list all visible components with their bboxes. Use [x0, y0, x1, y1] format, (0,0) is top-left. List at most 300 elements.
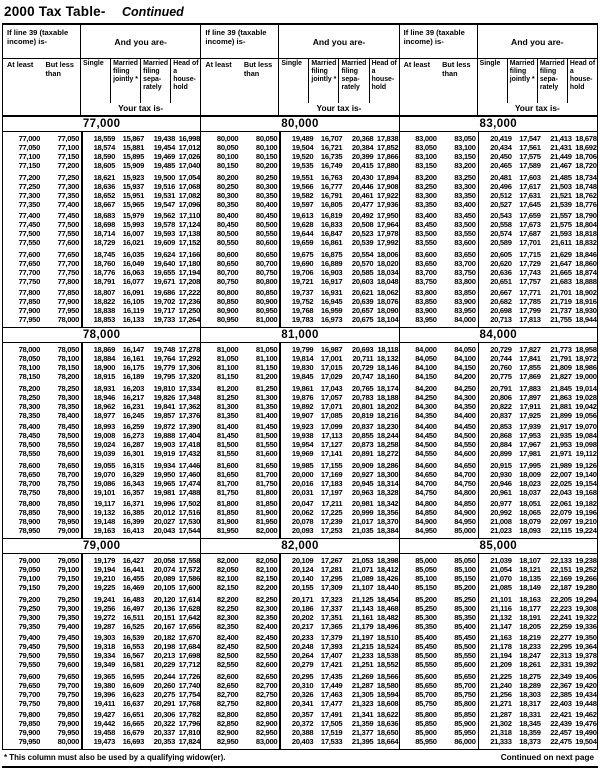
table-row	[400, 411, 597, 420]
tax-single-cell: 20,868	[490, 431, 512, 440]
but-less-cell: 83,400	[454, 199, 476, 209]
column-divider	[478, 343, 480, 538]
at-least-cell: 82,500	[216, 651, 239, 660]
at-least-cell: 80,700	[216, 267, 239, 277]
tax-married-jointly-cell: 17,785	[519, 297, 541, 306]
tax-single-cell: 19,876	[291, 392, 314, 402]
tax-married-separately-cell: 20,855	[351, 431, 374, 440]
tax-head-household-cell: 17,992	[376, 238, 399, 247]
at-least-cell: 81,200	[216, 383, 239, 393]
at-least-cell: 79,600	[18, 671, 40, 681]
at-least-cell: 82,150	[216, 583, 239, 592]
table-row	[400, 681, 597, 690]
tax-single-cell: 19,427	[93, 710, 115, 719]
tax-single-cell: 21,333	[490, 737, 512, 746]
tax-married-jointly-cell: 17,057	[320, 392, 343, 402]
tax-single-cell: 19,179	[93, 556, 115, 565]
tax-married-jointly-cell: 17,673	[519, 220, 541, 229]
table-row	[400, 642, 597, 651]
header-columns-row	[3, 59, 200, 103]
but-less-cell: 85,000	[454, 526, 476, 535]
table-row	[3, 384, 200, 393]
tax-head-household-cell: 19,308	[575, 603, 597, 613]
table-row	[400, 250, 597, 259]
at-least-cell: 77,450	[18, 220, 40, 229]
tax-single-cell: 20,217	[291, 621, 314, 631]
tax-married-jointly-cell: 17,351	[320, 612, 343, 622]
tax-married-separately-cell: 21,161	[351, 612, 374, 622]
table-row	[3, 613, 200, 622]
tax-head-household-cell: 17,376	[178, 410, 200, 420]
status-header-single: Single	[83, 60, 104, 67]
table-row	[201, 565, 398, 574]
but-less-cell: 85,150	[454, 574, 476, 583]
tax-head-household-cell: 17,824	[178, 737, 200, 746]
at-least-cell: 81,400	[216, 422, 239, 431]
at-least-cell: 83,650	[415, 258, 437, 268]
at-least-cell: 77,150	[18, 161, 40, 170]
table-row	[400, 229, 597, 238]
table-row	[201, 660, 398, 669]
but-less-cell: 78,250	[57, 383, 79, 393]
tax-married-separately-cell: 19,531	[153, 190, 175, 200]
but-less-cell: 78,050	[57, 345, 79, 354]
tax-married-jointly-cell: 17,197	[320, 487, 343, 497]
tax-married-jointly-cell: 16,147	[122, 345, 144, 354]
tax-married-separately-cell: 19,547	[153, 199, 175, 209]
table-row	[3, 143, 200, 152]
tax-head-household-cell: 19,378	[575, 651, 597, 660]
at-least-cell: 78,050	[18, 354, 40, 363]
tax-married-separately-cell: 19,857	[153, 410, 175, 420]
tax-married-separately-cell: 20,783	[351, 392, 374, 402]
but-less-cell: 78,750	[57, 478, 79, 488]
but-less-cell: 84,600	[454, 449, 476, 458]
but-less-cell: 78,150	[57, 363, 79, 372]
but-less-cell: 83,200	[454, 161, 476, 170]
tax-married-jointly-cell: 15,979	[122, 211, 144, 220]
tax-single-cell: 19,659	[291, 238, 314, 247]
section-label: 80,000	[201, 117, 398, 132]
tax-married-separately-cell: 20,384	[351, 143, 374, 152]
tax-head-household-cell: 18,174	[376, 383, 399, 393]
table-row	[3, 306, 200, 315]
at-least-cell: 81,950	[216, 526, 239, 535]
tax-married-jointly-cell: 16,035	[122, 249, 144, 259]
status-header-married-separately: Married filing sepa- rately	[338, 59, 368, 103]
tax-head-household-cell: 17,152	[178, 238, 200, 247]
tax-single-cell: 19,597	[291, 199, 314, 209]
tax-married-jointly-cell: 16,441	[122, 565, 144, 574]
tax-married-separately-cell: 21,503	[550, 181, 572, 191]
tax-single-cell: 20,403	[291, 737, 314, 746]
table-row	[400, 556, 597, 565]
tax-married-jointly-cell: 17,225	[320, 508, 343, 517]
income-column-headers	[400, 59, 478, 103]
but-less-cell: 85,250	[454, 594, 476, 604]
tax-married-separately-cell: 19,950	[153, 469, 175, 479]
table-row	[3, 710, 200, 719]
tax-married-jointly-cell: 16,721	[320, 143, 343, 152]
table-row	[3, 363, 200, 372]
tax-single-cell: 20,248	[291, 642, 314, 651]
table-row	[3, 238, 200, 247]
table-row	[201, 526, 398, 535]
tax-married-jointly-cell: 17,337	[320, 603, 343, 613]
tax-head-household-cell: 17,866	[376, 152, 399, 161]
table-row	[3, 152, 200, 161]
table-row	[400, 402, 597, 411]
table-row	[3, 622, 200, 631]
at-least-cell: 82,400	[216, 633, 239, 642]
tax-married-separately-cell: 20,999	[351, 508, 374, 517]
tax-married-jointly-cell: 17,589	[519, 161, 541, 170]
tax-married-separately-cell: 21,575	[550, 220, 572, 229]
tax-head-household-cell: 18,902	[575, 288, 597, 297]
tax-married-separately-cell: 21,143	[351, 603, 374, 613]
tax-single-cell: 19,024	[93, 440, 115, 449]
status-column-headers	[478, 59, 597, 103]
at-least-cell: 85,350	[415, 621, 437, 631]
at-least-cell: 77,800	[18, 288, 40, 297]
tax-single-cell: 19,008	[93, 431, 115, 440]
table-row	[201, 384, 398, 393]
tax-married-jointly-cell: 18,121	[519, 565, 541, 574]
status-header-married-jointly: Married filing jointly *	[308, 59, 338, 103]
tax-single-cell: 21,163	[490, 633, 512, 642]
tax-married-jointly-cell: 18,275	[519, 671, 541, 681]
table-row	[3, 229, 200, 238]
at-least-cell: 79,350	[18, 621, 40, 631]
tax-married-separately-cell: 22,367	[550, 680, 572, 690]
at-least-cell: 83,300	[415, 190, 437, 200]
but-less-cell: 80,100	[255, 143, 278, 152]
table-row	[201, 238, 398, 247]
tax-married-separately-cell: 20,963	[351, 487, 374, 497]
tax-single-cell: 20,155	[291, 583, 314, 592]
tax-single-cell: 19,938	[291, 431, 314, 440]
at-least-cell: 82,850	[216, 719, 239, 728]
tax-married-separately-cell: 20,639	[351, 297, 374, 306]
table-row	[400, 479, 597, 488]
table-row	[400, 565, 597, 574]
table-row	[3, 431, 200, 440]
tax-single-cell: 20,977	[490, 499, 512, 508]
tax-married-separately-cell: 21,485	[550, 172, 572, 182]
at-least-cell: 77,850	[18, 297, 40, 306]
tax-married-jointly-cell: 18,261	[519, 660, 541, 669]
tax-head-household-cell: 18,286	[376, 460, 399, 470]
continued-note: Continued on next page	[500, 753, 594, 762]
but-less-cell: 84,800	[454, 487, 476, 497]
but-less-cell: 82,700	[255, 680, 278, 690]
tax-head-household-cell: 17,292	[178, 354, 200, 363]
tax-head-household-cell: 18,944	[575, 315, 597, 324]
tax-single-cell: 21,318	[490, 728, 512, 737]
tax-married-jointly-cell: 18,107	[519, 556, 541, 565]
but-less-cell: 81,400	[255, 410, 278, 420]
at-least-cell: 77,250	[18, 181, 40, 191]
at-least-cell: 79,900	[18, 728, 40, 737]
tax-married-separately-cell: 20,747	[351, 372, 374, 381]
tax-single-cell: 19,566	[291, 181, 314, 191]
tax-married-separately-cell: 22,133	[550, 556, 572, 565]
at-least-cell: 77,900	[18, 306, 40, 315]
table-row	[400, 268, 597, 277]
tax-head-household-cell: 18,160	[376, 372, 399, 381]
but-less-cell: 85,050	[454, 556, 476, 565]
tax-head-household-cell: 19,420	[575, 680, 597, 690]
but-less-cell: 84,950	[454, 517, 476, 526]
tax-head-household-cell: 18,258	[376, 440, 399, 449]
tax-single-cell: 20,295	[291, 671, 314, 681]
but-less-cell: 81,450	[255, 422, 278, 431]
tax-head-household-cell: 17,166	[178, 249, 200, 259]
tax-head-household-cell: 18,916	[575, 297, 597, 306]
tax-head-household-cell: 17,138	[178, 229, 200, 238]
tax-single-cell: 19,535	[291, 161, 314, 170]
tax-single-cell: 19,628	[291, 220, 314, 229]
but-less-cell: 78,700	[57, 469, 79, 479]
table-row	[201, 642, 398, 651]
tax-head-household-cell: 18,384	[376, 526, 399, 535]
income-criteria-label: If line 39 (taxable income) is-	[400, 25, 478, 58]
tax-single-cell: 19,334	[93, 651, 115, 660]
tax-head-household-cell: 18,636	[376, 719, 399, 728]
at-least-cell: 82,250	[216, 603, 239, 613]
tax-married-jointly-cell: 18,331	[519, 710, 541, 719]
table-row	[3, 556, 200, 565]
tax-married-jointly-cell: 15,909	[122, 161, 144, 170]
at-least-cell: 80,400	[216, 211, 239, 220]
tax-single-cell: 20,589	[490, 238, 512, 247]
tax-married-jointly-cell: 16,161	[122, 354, 144, 363]
column-divider	[279, 132, 281, 327]
but-less-cell: 83,050	[454, 134, 476, 143]
tax-head-household-cell: 17,558	[178, 556, 200, 565]
tax-single-cell: 19,644	[291, 229, 314, 238]
status-header-married-jointly: Married filing jointly *	[507, 59, 537, 103]
tax-married-separately-cell: 20,603	[351, 276, 374, 286]
at-least-cell: 83,700	[415, 267, 437, 277]
tax-single-cell: 19,582	[291, 190, 314, 200]
header-columns-row	[201, 59, 398, 103]
but-less-cell: 85,950	[454, 728, 476, 737]
tax-head-household-cell: 17,040	[178, 161, 200, 170]
at-least-cell: 85,600	[415, 671, 437, 681]
table-row	[400, 182, 597, 191]
tax-single-cell: 21,147	[490, 621, 512, 631]
table-row	[201, 277, 398, 286]
but-less-cell: 81,950	[255, 517, 278, 526]
table-row	[3, 651, 200, 660]
tax-married-separately-cell: 22,169	[550, 574, 572, 583]
tax-head-household-cell: 17,306	[178, 363, 200, 372]
column-divider	[478, 554, 480, 749]
tax-married-jointly-cell: 17,407	[320, 651, 343, 660]
tax-married-separately-cell: 20,554	[351, 249, 374, 259]
table-row	[3, 508, 200, 517]
table-row	[400, 470, 597, 479]
tax-married-separately-cell: 21,071	[351, 565, 374, 574]
table-row	[201, 488, 398, 497]
table-row	[400, 288, 597, 297]
table-row	[400, 499, 597, 508]
tax-married-jointly-cell: 16,931	[320, 288, 343, 297]
tax-married-jointly-cell: 17,309	[320, 583, 343, 592]
tax-head-household-cell: 17,432	[178, 449, 200, 458]
tax-head-household-cell: 18,398	[376, 556, 399, 565]
tax-single-cell: 20,620	[490, 258, 512, 268]
but-less-cell: 83,800	[454, 276, 476, 286]
tax-head-household-cell: 18,328	[376, 487, 399, 497]
tax-married-separately-cell: 21,377	[351, 728, 374, 737]
but-less-cell: 84,550	[454, 440, 476, 449]
tax-head-household-cell: 18,202	[376, 401, 399, 411]
tax-head-household-cell: 19,448	[575, 698, 597, 708]
but-less-cell: 81,150	[255, 363, 278, 372]
at-least-cell: 80,950	[216, 315, 239, 324]
table-row	[400, 134, 597, 143]
but-less-cell: 82,150	[255, 574, 278, 583]
tax-married-jointly-cell: 18,051	[519, 499, 541, 508]
status-header-married-jointly: Married filing jointly *	[110, 59, 140, 103]
tax-married-jointly-cell: 18,079	[519, 517, 541, 526]
tax-married-jointly-cell: 15,923	[122, 172, 144, 182]
tax-married-separately-cell: 21,305	[351, 689, 374, 699]
tax-head-household-cell: 17,670	[178, 633, 200, 642]
table-row	[3, 699, 200, 708]
but-less-cell: 80,900	[255, 297, 278, 306]
table-row	[400, 517, 597, 526]
but-less-cell: 81,650	[255, 460, 278, 470]
tax-married-jointly-cell: 16,049	[122, 258, 144, 268]
tax-head-household-cell: 18,888	[575, 276, 597, 286]
tax-married-separately-cell: 20,729	[351, 363, 374, 372]
tax-single-cell: 18,853	[93, 315, 115, 324]
tax-married-separately-cell: 22,313	[550, 651, 572, 660]
tax-married-separately-cell: 19,996	[153, 499, 175, 508]
tax-single-cell: 19,225	[93, 583, 115, 592]
but-less-cell: 78,950	[57, 517, 79, 526]
tax-married-jointly-cell: 16,581	[122, 660, 144, 669]
tax-married-jointly-cell: 17,281	[320, 565, 343, 574]
tax-single-cell: 20,465	[490, 161, 512, 170]
but-less-cell: 80,450	[255, 211, 278, 220]
tax-head-household-cell: 19,504	[575, 737, 597, 746]
tax-head-household-cell: 17,222	[178, 288, 200, 297]
table-row	[3, 268, 200, 277]
tax-married-jointly-cell: 18,163	[519, 594, 541, 604]
tax-single-cell: 21,271	[490, 698, 512, 708]
at-least-cell: 85,900	[415, 728, 437, 737]
at-least-cell: 79,450	[18, 642, 40, 651]
tax-single-cell: 18,776	[93, 267, 115, 277]
table-row	[201, 229, 398, 238]
but-less-cell: 84,700	[454, 469, 476, 479]
tax-single-cell: 20,233	[291, 633, 314, 642]
but-less-cell: 78,000	[57, 315, 79, 324]
tax-head-household-cell: 19,126	[575, 460, 597, 470]
tax-married-separately-cell: 20,043	[153, 526, 175, 535]
at-least-cell: 79,400	[18, 633, 40, 642]
at-least-cell: 85,500	[415, 651, 437, 660]
table-row	[201, 363, 398, 372]
section-rows	[400, 554, 597, 749]
tax-married-separately-cell: 20,477	[351, 199, 374, 209]
but-less-cell: 80,800	[255, 276, 278, 286]
at-least-cell: 84,700	[415, 478, 437, 488]
but-less-cell: 78,400	[57, 410, 79, 420]
but-less-cell: 82,750	[255, 689, 278, 699]
tax-married-separately-cell: 19,888	[153, 431, 175, 440]
at-least-cell: 77,000	[18, 134, 40, 143]
tax-married-jointly-cell: 16,903	[320, 267, 343, 277]
tax-single-cell: 18,559	[93, 134, 115, 143]
tax-single-cell: 19,845	[291, 372, 314, 381]
but-less-cell: 79,100	[57, 565, 79, 574]
tax-married-jointly-cell: 17,099	[320, 422, 343, 431]
tax-single-cell: 20,698	[490, 306, 512, 315]
tax-single-cell: 21,287	[490, 710, 512, 719]
tax-head-household-cell: 18,608	[376, 698, 399, 708]
but-less-cell: 85,200	[454, 583, 476, 592]
tax-married-separately-cell: 20,198	[153, 642, 175, 651]
but-less-cell: 84,350	[454, 401, 476, 411]
tax-head-household-cell: 19,476	[575, 719, 597, 728]
tax-married-separately-cell: 21,197	[351, 633, 374, 642]
tax-head-household-cell: 17,544	[178, 526, 200, 535]
but-less-cell: 77,250	[57, 172, 79, 182]
tax-single-cell: 19,721	[291, 276, 314, 286]
table-row	[3, 449, 200, 458]
but-less-cell: 85,350	[454, 612, 476, 622]
at-least-cell: 77,600	[18, 249, 40, 259]
tax-married-jointly-cell: 17,547	[519, 134, 541, 143]
tax-married-separately-cell: 22,061	[550, 499, 572, 508]
tax-married-jointly-cell: 16,791	[320, 190, 343, 200]
tax-married-jointly-cell: 15,895	[122, 152, 144, 161]
tax-head-household-cell: 17,110	[178, 211, 200, 220]
but-less-cell: 82,300	[255, 603, 278, 613]
table-row	[201, 402, 398, 411]
tax-single-cell: 19,210	[93, 574, 115, 583]
at-least-cell: 77,650	[18, 258, 40, 268]
table-row	[201, 604, 398, 613]
tax-married-jointly-cell: 17,701	[519, 238, 541, 247]
panel-header	[400, 25, 597, 117]
at-least-cell: 77,350	[18, 199, 40, 209]
at-least-cell: 82,700	[216, 689, 239, 699]
tax-married-jointly-cell: 18,093	[519, 526, 541, 535]
tax-head-household-cell: 17,264	[178, 315, 200, 324]
tax-married-jointly-cell: 16,805	[320, 199, 343, 209]
tax-married-jointly-cell: 16,819	[320, 211, 343, 220]
but-less-cell: 86,000	[454, 737, 476, 746]
column-divider	[279, 343, 281, 538]
tax-married-jointly-cell: 15,937	[122, 181, 144, 191]
tax-married-separately-cell: 20,120	[153, 594, 175, 604]
at-least-cell: 85,650	[415, 680, 437, 690]
tax-married-jointly-cell: 16,553	[122, 642, 144, 651]
tax-head-household-cell: 17,250	[178, 306, 200, 315]
but-less-cell: 77,700	[57, 258, 79, 268]
tax-head-household-cell: 18,230	[376, 422, 399, 431]
but-less-cell: 84,900	[454, 508, 476, 517]
tax-married-jointly-cell: 16,287	[122, 440, 144, 449]
tax-married-jointly-cell: 17,659	[519, 211, 541, 220]
status-header-married-separately: Married filing sepa- rately	[140, 59, 170, 103]
